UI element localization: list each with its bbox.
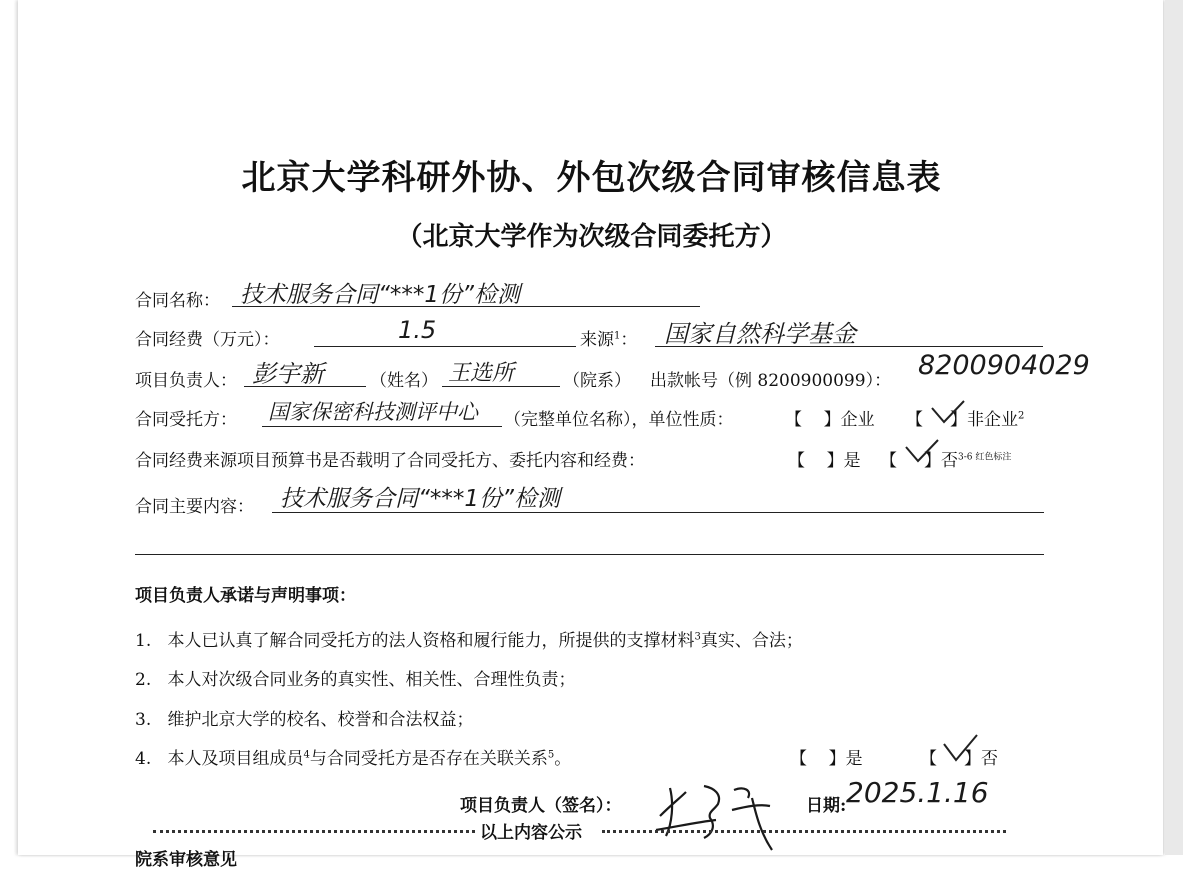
declaration-item-3: 3. 维护北京大学的校名、校誉和合法权益； <box>135 710 474 730</box>
nonenterprise-option: 【 】非企业$^2$ <box>906 410 1025 430</box>
relation-yes-option: 【 】是 <box>790 749 863 769</box>
project-leader-label: 项目负责人： <box>135 371 237 391</box>
handwritten-signature-icon <box>652 768 792 854</box>
notice-dots-right <box>602 830 1006 833</box>
enterprise-option: 【 】企业 <box>785 410 875 430</box>
nonenterprise-check-mark-icon <box>928 398 968 426</box>
declaration-heading: 项目负责人承诺与声明事项： <box>135 586 356 606</box>
date-value: 2025.1.16 <box>846 776 989 809</box>
budget-question: 合同经费来源项目预算书是否载明了合同受托方、委托内容和经费： <box>135 451 645 471</box>
content-underline-2 <box>135 554 1044 555</box>
contract-fee-value: 1.5 <box>398 316 437 344</box>
account-label: 出款帐号（例 8200900099）： <box>650 371 892 391</box>
dept-paren-label: （院系） <box>563 371 631 391</box>
declaration-item-2: 2. 本人对次级合同业务的真实性、相关性、合理性负责； <box>135 670 576 690</box>
trustee-hint: （完整单位名称），单位性质： <box>504 410 734 430</box>
relation-no-option: 【 】否 <box>920 749 999 769</box>
date-label: 日期: <box>806 796 847 816</box>
content-value: 技术服务合同“***1份”检测 <box>280 486 560 512</box>
contract-fee-label: 合同经费（万元）： <box>135 330 280 350</box>
declaration-item-4: 4. 本人及项目组成员$^4$与合同受托方是否存在关联关系$^5$。 <box>135 749 572 769</box>
content-label: 合同主要内容： <box>135 497 254 517</box>
name-paren-label: （姓名） <box>370 371 438 391</box>
account-value: 8200904029 <box>918 350 1090 381</box>
source-label: 来源$^1$： <box>580 330 638 350</box>
budget-yes-option: 【 】是 <box>788 451 861 471</box>
public-notice: 以上内容公示 <box>480 823 582 843</box>
trustee-value: 国家保密科技测评中心 <box>268 400 478 424</box>
source-value: 国家自然科学基金 <box>664 320 856 348</box>
dept-value: 王选所 <box>448 361 515 386</box>
signature-label: 项目负责人（签名）： <box>460 796 622 816</box>
contract-fee-underline <box>314 346 576 347</box>
project-leader-value: 彭宇新 <box>252 360 324 388</box>
contract-name-value: 技术服务合同“***1份”检测 <box>240 282 520 308</box>
trustee-underline <box>262 426 502 427</box>
notice-dots-left <box>153 830 475 833</box>
viewer-background <box>1165 0 1183 855</box>
declaration-item-1: 1. 本人已认真了解合同受托方的法人资格和履行能力，所提供的支撑材料$^3$真实、合法； <box>135 631 803 651</box>
budget-no-option: 【 】否$^{3-6 红色标注}$ <box>880 451 1012 471</box>
budget-no-check-mark-icon <box>902 437 942 465</box>
document-title: 北京大学科研外协、外包次级合同审核信息表 <box>241 158 942 198</box>
relation-no-check-mark-icon <box>940 732 980 764</box>
contract-name-label: 合同名称： <box>135 291 220 311</box>
trustee-label: 合同受托方： <box>135 410 237 430</box>
dept-review-heading: 院系审核意见 <box>135 850 237 870</box>
document-subtitle: （北京大学作为次级合同委托方） <box>396 222 787 252</box>
